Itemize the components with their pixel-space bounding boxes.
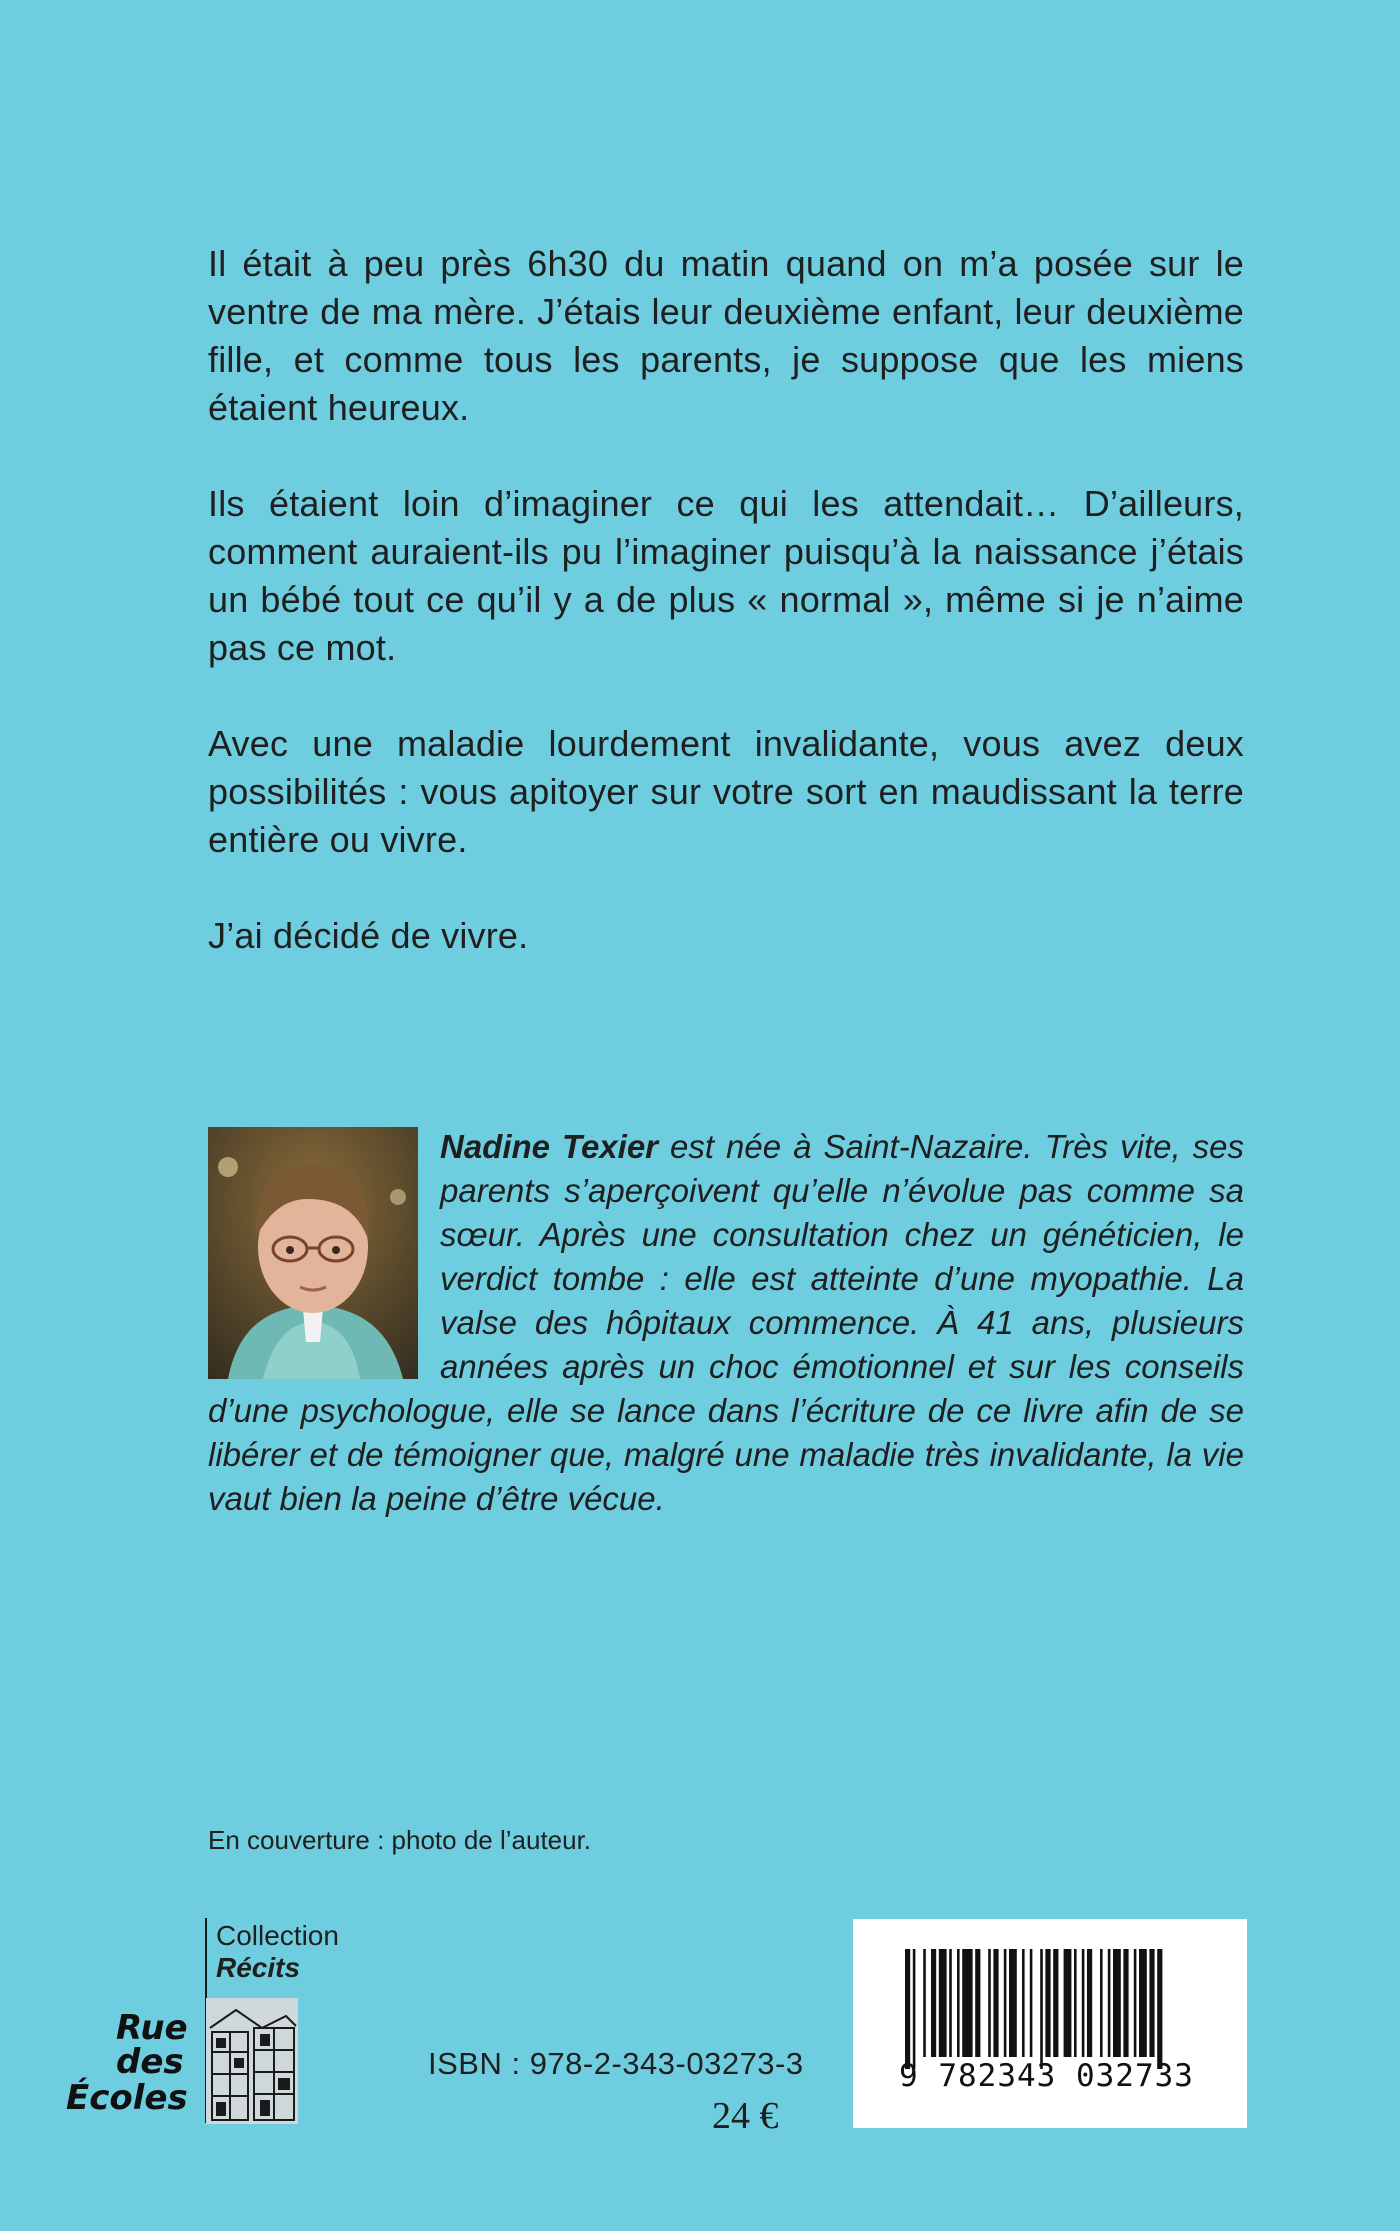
publisher-name-line-3: Écoles bbox=[66, 2078, 188, 2118]
barcode bbox=[853, 1919, 1247, 2128]
barcode-bar bbox=[1009, 1949, 1017, 2057]
barcode-bar bbox=[913, 1949, 916, 2069]
publisher-logo bbox=[66, 1918, 366, 2128]
barcode-bar bbox=[993, 1949, 998, 2057]
author-name: Nadine Texier bbox=[440, 1128, 659, 1165]
cover-photo-credit: En couverture : photo de l’auteur. bbox=[208, 1825, 592, 1855]
barcode-bar bbox=[1053, 1949, 1058, 2057]
barcode-bar bbox=[1087, 1949, 1092, 2057]
barcode-bar bbox=[1139, 1949, 1147, 2057]
barcode-bar bbox=[1123, 1949, 1128, 2057]
barcode-bar bbox=[1134, 1949, 1137, 2057]
barcode-bars-icon bbox=[853, 1919, 1247, 2128]
barcode-bar bbox=[975, 1949, 980, 2057]
barcode-bar bbox=[1022, 1949, 1025, 2057]
back-cover-blurb bbox=[208, 240, 1244, 960]
barcode-bar bbox=[1108, 1949, 1111, 2057]
publisher-name-line-1: Rue bbox=[116, 2008, 188, 2048]
barcode-bar bbox=[1004, 1949, 1007, 2057]
barcode-bar bbox=[939, 1949, 947, 2057]
barcode-bar bbox=[923, 1949, 926, 2057]
collection-label: Collection bbox=[216, 1920, 339, 1951]
blurb-paragraph-3: Avec une maladie lourdement invalidante, vous avez deux possibilités : vous apitoyer sur votre sort en maudissant la terre entière ou vivre. bbox=[208, 723, 1244, 860]
barcode-bar bbox=[1040, 1949, 1043, 2069]
barcode-bar bbox=[905, 1949, 910, 2069]
blurb-paragraph-4: J’ai décidé de vivre. bbox=[208, 915, 529, 956]
isbn-number: ISBN : 978-2-343-03273-3 bbox=[428, 2046, 804, 2081]
barcode-bar bbox=[1030, 1949, 1033, 2057]
barcode-bar bbox=[988, 1949, 991, 2057]
barcode-bar bbox=[1157, 1949, 1162, 2069]
blurb-paragraph-1: Il était à peu près 6h30 du matin quand on m’a posée sur le ventre de ma mère. J’étais leur deuxième enfant, leur deuxième fille, et comme tous les parents, je suppose que les miens étaient heureux. bbox=[208, 243, 1244, 428]
barcode-bar bbox=[1045, 1949, 1050, 2057]
barcode-bar bbox=[957, 1949, 960, 2057]
barcode-bar bbox=[931, 1949, 936, 2057]
author-bio-text: est née à Saint-Nazaire. Très vite, ses parents s’aperçoivent qu’elle n’évolue pas comme sa sœur. Après une consultation chez un généticien, le verdict tombe : elle est atteinte d’une myopathie. La valse des hôpitaux commence. À 41 ans, plusieurs années après un choc émotionnel et sur les conseils d’une psychologue, elle se lance dans l’écriture de ce livre afin de se libérer et de témoigner que, malgré une maladie très invalidante, la vie vaut bien la peine d’être vécue. bbox=[208, 1128, 1244, 1517]
author-photo bbox=[208, 1127, 418, 1379]
publisher-name-line-2: des bbox=[116, 2042, 184, 2082]
author-portrait-illustration bbox=[208, 1127, 418, 1379]
price: 24 € bbox=[712, 2095, 779, 2137]
barcode-bar bbox=[1100, 1949, 1103, 2057]
barcode-bar bbox=[1082, 1949, 1085, 2057]
blurb-paragraph-2: Ils étaient loin d’imaginer ce qui les attendait… D’ailleurs, comment auraient-ils pu l’imaginer puisqu’à la naissance j’étais un bébé tout ce qu’il y a de plus « normal », même si je n’aime pas ce mot. bbox=[208, 483, 1244, 668]
barcode-bar bbox=[1064, 1949, 1072, 2057]
barcode-bar bbox=[962, 1949, 972, 2057]
barcode-bar bbox=[1113, 1949, 1121, 2057]
barcode-digits: 9 782343 032733 bbox=[899, 2058, 1194, 2094]
barcode-bar bbox=[1149, 1949, 1154, 2057]
author-bio bbox=[208, 1125, 1244, 1521]
collection-name: Récits bbox=[216, 1952, 301, 1983]
building-sketch-icon bbox=[206, 1998, 298, 2124]
barcode-bar bbox=[949, 1949, 952, 2057]
barcode-bar bbox=[1074, 1949, 1077, 2057]
